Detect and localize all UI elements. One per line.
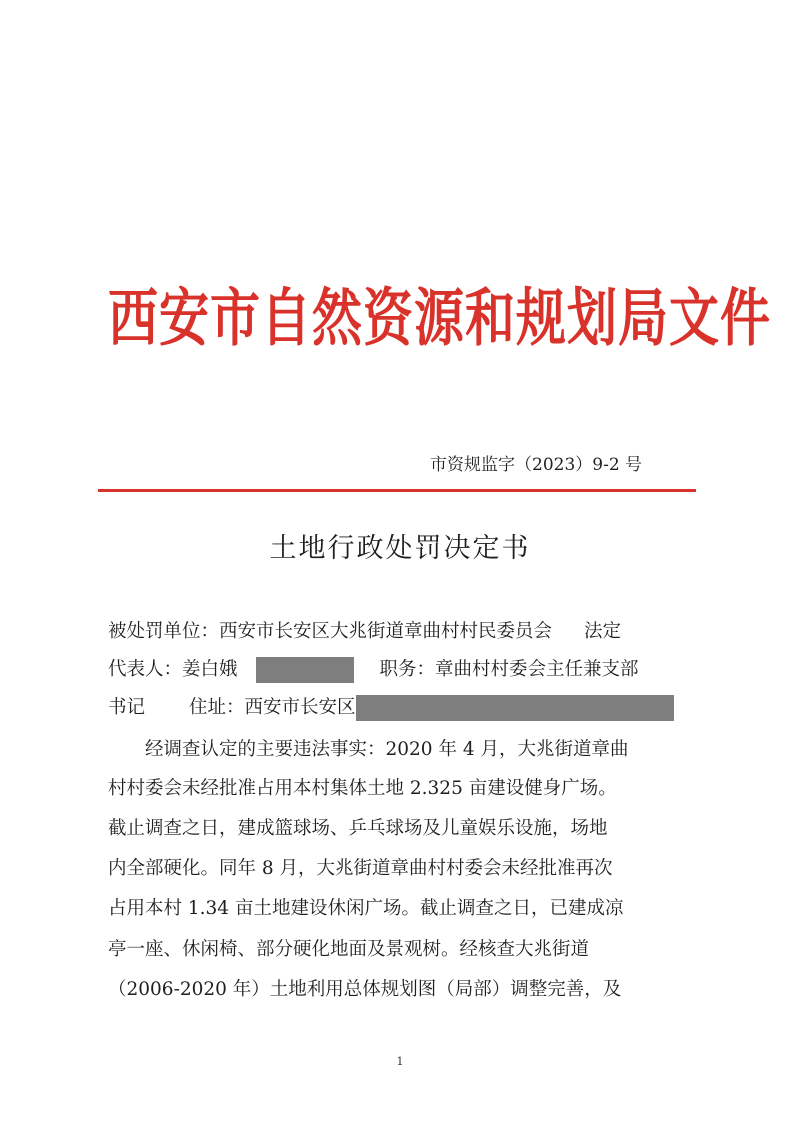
body-text-line: 内全部硬化。同年 8 月，大兆街道章曲村村委会未经批准再次	[108, 858, 613, 879]
party-unit-label: 被处罚单位：	[108, 621, 220, 642]
document-number: 市资规监字（2023）9-2 号	[430, 455, 643, 475]
red-divider-line	[98, 489, 696, 492]
body-text-line: 占用本村 1.34 亩土地建设休闲广场。截止调查之日，已建成凉	[108, 898, 624, 919]
party-line-3	[108, 693, 674, 721]
body-text-line: （2006-2020 年）土地利用总体规划图（局部）调整完善，及	[108, 979, 622, 1000]
body-text-line: 经调查认定的主要违法事实：2020 年 4 月，大兆街道章曲	[145, 739, 629, 760]
legal-representative: 代表人：姜白娥	[108, 659, 238, 680]
party-line-1	[108, 617, 621, 643]
party-line-2	[108, 655, 639, 683]
body-text-line: 村村委会未经批准占用本村集体土地 2.325 亩建设健身广场。	[108, 778, 617, 799]
document-title: 土地行政处罚决定书	[269, 533, 531, 564]
redaction-block	[256, 657, 354, 683]
position-continued: 书记	[108, 697, 146, 718]
body-text-line: 截止调查之日，建成篮球场、乒乓球场及儿童娱乐设施，场地	[108, 818, 608, 839]
agency-header-title: 西安市自然资源和规划局文件	[108, 281, 771, 355]
party-address: 住址：西安市长安区	[189, 697, 356, 718]
party-legal-label-start: 法定	[584, 621, 622, 642]
party-unit-name: 西安市长安区大兆街道章曲村村民委员会	[219, 621, 553, 642]
body-text-line: 亭一座、休闲椅、部分硬化地面及景观树。经核查大兆街道	[108, 939, 590, 960]
page-number: 1	[396, 1055, 404, 1068]
representative-position: 职务：章曲村村委会主任兼支部	[379, 659, 639, 680]
redaction-block	[356, 695, 674, 721]
